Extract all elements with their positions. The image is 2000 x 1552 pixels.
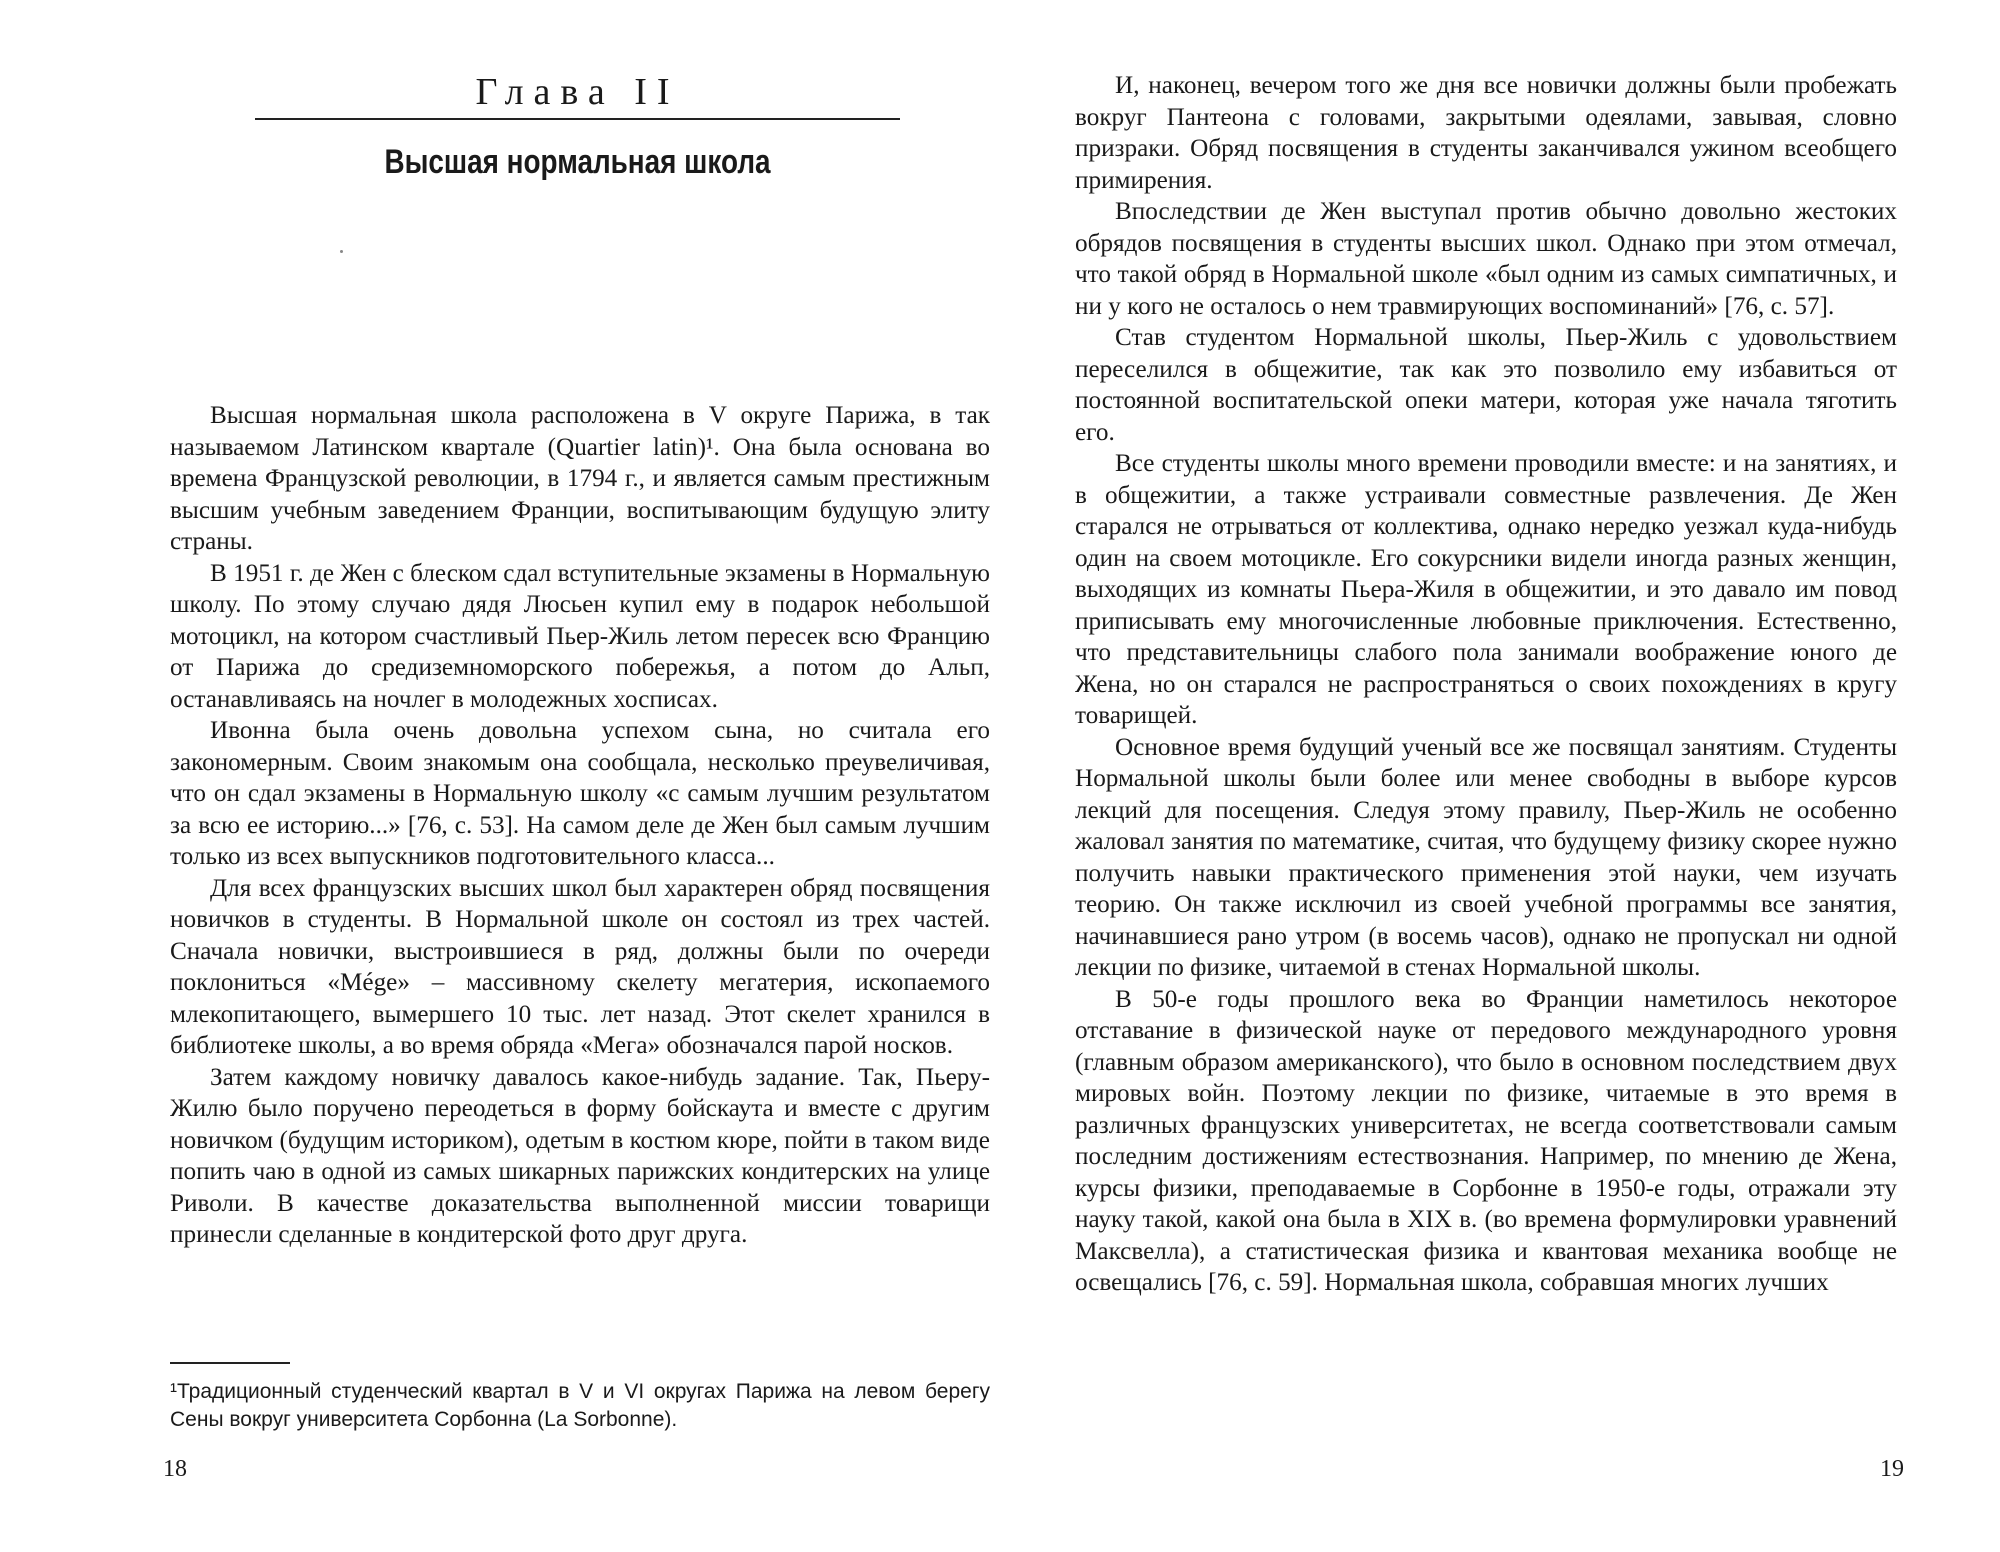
chapter-rule bbox=[255, 118, 900, 120]
footnote: ¹Традиционный студенческий квартал в V и VI округах Парижа на левом берегу Сены вокруг университета Сорбонна (La Sorbonne). bbox=[170, 1380, 990, 1431]
paragraph: Впоследствии де Жен выступал против обычно довольно жестоких обрядов посвящения в студенты высших школ. Однако при этом отмечал, что такой обряд в Нормальной школе «был одним из самых симпатичных, и ни у кого не осталось о нем травмирующих воспоминаний» [76, с. 57]. bbox=[1075, 198, 1897, 320]
paragraph: В 1951 г. де Жен с блеском сдал вступительные экзамены в Нормальную школу. По этому случаю дядя Люсьен купил ему в подарок небольшой мотоцикл, на котором счастливый Пьер-Жиль летом пересек всю Францию от Парижа до средиземноморского побережья, а потом до Альп, останавливаясь на ночлег в молодежных хосписах. bbox=[170, 559, 990, 713]
page-number-left: 18 bbox=[163, 1456, 187, 1482]
paragraph: Для всех французских высших школ был характерен обряд посвящения новичков в студенты. В Нормальной школе он состоял из трех частей. Сначала новички, выстроившиеся в ряд, должны были по очереди поклониться «Mége» – массивному скелету мегатерия, ископаемого млекопитающего, вымершего 10 тыс. лет назад. Этот скелет хранился в библиотеке школы, а во время обряда «Мега» обозначался парой носков. bbox=[170, 874, 990, 1059]
right-body-text bbox=[1075, 70, 1897, 1299]
paragraph: Став студентом Нормальной школы, Пьер-Жиль с удовольствием переселился в общежитие, так как это позволило ему избавиться от постоянной воспитательской опеки матери, которая уже начала тяготить его. bbox=[1075, 324, 1897, 446]
paragraph: В 50-е годы прошлого века во Франции наметилось некоторое отставание в физической науке от передового международного уровня (главным образом американского), что было в основном последствием двух мировых войн. Поэтому лекции по физике, читаемые в это время в различных французских университетах, не всегда соответствовали самым последним достижениям естествознания. Например, по мнению де Жена, курсы физики, преподаваемые в Сорбонне в 1950-е годы, отражали эту науку такой, какой она была в XIX в. (во времена формулировки уравнений Максвелла), а статистическая физика и квантовая механика вообще не освещались [76, с. 59]. Нормальная школа, собравшая многих лучших bbox=[1075, 985, 1897, 1296]
paragraph: Ивонна была очень довольна успехом сына, но считала его закономерным. Своим знакомым она сообщала, несколько преувеличивая, что он сдал экзамены в Нормальную школу «с самым лучшим результатом за всю ее историю...» [76, с. 53]. На самом деле де Жен был самым лучшим только из всех выпускников подготовительного класса... bbox=[170, 717, 990, 870]
chapter-title: Высшая нормальная школа bbox=[384, 143, 771, 181]
left-body-text bbox=[170, 400, 990, 1251]
right-page bbox=[1000, 0, 2000, 1552]
footnote-rule bbox=[170, 1362, 290, 1364]
paragraph: Затем каждому новичку давалось какое-нибудь задание. Так, Пьеру-Жилю было поручено переодеться в форму бойскаута и вместе с другим новичком (будущим историком), одетым в костюм кюре, пойти в таком виде попить чаю в одной из самых шикарных парижских кондитерских на улице Риволи. В качестве доказательства выполненной миссии товарищи принесли сделанные в кондитерской фото друг друга. bbox=[170, 1063, 990, 1248]
page-number-right: 19 bbox=[1880, 1456, 1904, 1482]
paragraph: Все студенты школы много времени проводили вместе: и на занятиях, и в общежитии, а также устраивали совместные развлечения. Де Жен старался не отрываться от коллектива, однако нередко уезжал куда-нибудь один на своем мотоцикле. Его сокурсники видели иногда разных женщин, выходящих из комнаты Пьера-Жиля в общежитии, и это давало им повод приписывать ему многочисленные любовные приключения. Естественно, что представительницы слабого пола занимали воображение юного де Жена, но он старался не распространяться о своих похождениях в кругу товарищей. bbox=[1075, 450, 1897, 729]
chapter-label: Глава II bbox=[475, 71, 680, 113]
paragraph: Основное время будущий ученый все же посвящал занятиям. Студенты Нормальной школы были более или менее свободны в выборе курсов лекций для посещения. Следуя этому правилу, Пьер-Жиль не особенно жаловал занятия по математике, считая, что будущему физику скорее нужно получить навыки практического применения этой науки, чем изучать теорию. Он также исключил из своей учебной программы все занятия, начинавшиеся рано утром (в восемь часов), однако не пропускал ни одной лекции по физике, читаемой в стенах Нормальной школы. bbox=[1075, 733, 1897, 981]
paragraph: И, наконец, вечером того же дня все новички должны были пробежать вокруг Пантеона с головами, закрытыми одеялами, завывая, словно призраки. Обряд посвящения в студенты заканчивался ужином всеобщего примирения. bbox=[1075, 72, 1897, 194]
paragraph: Высшая нормальная школа расположена в V округе Парижа, в так называемом Латинском квартале (Quartier latin)¹. Она была основана во времена Французской революции, в 1794 г., и является самым престижным высшим учебным заведением Франции, воспитывающим будущую элиту страны. bbox=[170, 402, 990, 555]
print-speck bbox=[340, 250, 343, 253]
